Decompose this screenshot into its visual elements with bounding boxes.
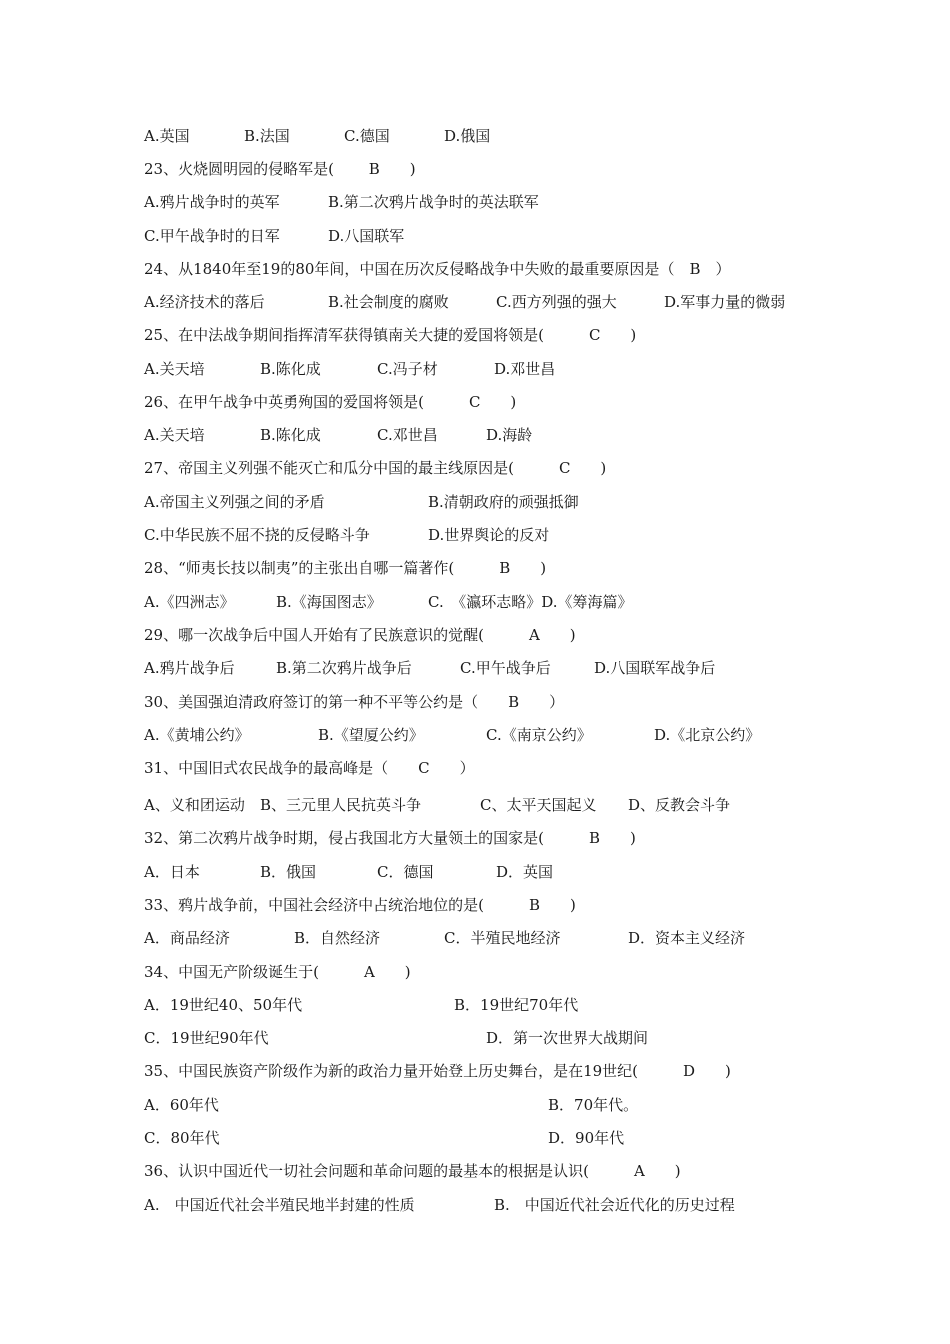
q25-options <box>144 353 556 386</box>
q29-question: 29、哪一次战争后中国人开始有了民族意识的觉醒( A ) <box>144 626 576 644</box>
q22-option-d: D.俄国 <box>444 127 491 145</box>
q30-option-c: C.《南京公约》 <box>486 726 592 744</box>
q26-option-b: B.陈化成 <box>260 426 321 444</box>
q35-option-a: A．60年代 <box>144 1096 219 1114</box>
q26-option-c: C.邓世昌 <box>377 426 438 444</box>
q33-option-c: C．半殖民地经济 <box>444 929 561 947</box>
q23-option-a: A.鸦片战争时的英军 <box>144 193 280 211</box>
q27-option-d: D.世界舆论的反对 <box>428 526 550 544</box>
q32-option-b: B．俄国 <box>260 863 317 881</box>
q27-options-2 <box>144 519 550 552</box>
q32-option-a: A．日本 <box>144 863 200 881</box>
q34-question: 34、中国无产阶级诞生于( A ) <box>144 963 411 981</box>
q24-option-c: C.西方列强的强大 <box>496 293 617 311</box>
q25-option-c: C.冯子材 <box>377 360 438 378</box>
q36-option-a: A. 中国近代社会半殖民地半封建的性质 <box>144 1196 415 1214</box>
q27-option-a: A.帝国主义列强之间的矛盾 <box>144 493 325 511</box>
q36-options <box>144 1189 735 1222</box>
q23-option-d: D.八国联军 <box>328 227 405 245</box>
q22-option-c: C.德国 <box>344 127 390 145</box>
q25-option-b: B.陈化成 <box>260 360 321 378</box>
q35-option-b: B．70年代。 <box>548 1096 639 1114</box>
q32-option-c: C．德国 <box>377 863 434 881</box>
q27-option-c: C.中华民族不屈不挠的反侵略斗争 <box>144 526 370 544</box>
q36-question: 36、认识中国近代一切社会问题和革命问题的最基本的根据是认识( A ) <box>144 1162 681 1180</box>
q29-option-a: A.鸦片战争后 <box>144 659 235 677</box>
q26-option-a: A.关天培 <box>144 426 205 444</box>
q27-options <box>144 486 579 519</box>
q31-options <box>144 789 731 822</box>
q30-option-d: D.《北京公约》 <box>654 726 761 744</box>
q33-option-b: B．自然经济 <box>294 929 381 947</box>
q30-option-b: B.《望厦公约》 <box>318 726 424 744</box>
q32-options <box>144 856 554 889</box>
q23-options-2 <box>144 220 405 253</box>
q33-option-a: A．商品经济 <box>144 929 230 947</box>
q29-option-b: B.第二次鸦片战争后 <box>276 659 412 677</box>
q24-option-a: A.经济技术的落后 <box>144 293 265 311</box>
q25-option-a: A.关天培 <box>144 360 205 378</box>
q35-option-c: C．80年代 <box>144 1129 220 1147</box>
q22-options <box>144 120 491 153</box>
q30-options <box>144 719 761 752</box>
q35-option-d: D．90年代 <box>548 1129 625 1147</box>
q24-option-d: D.军事力量的微弱 <box>664 293 786 311</box>
q32-option-d: D．英国 <box>496 863 554 881</box>
q33-option-d: D．资本主义经济 <box>628 929 746 947</box>
q31-option-b: B、三元里人民抗英斗争 <box>260 796 422 814</box>
q28-question: 28、“师夷长技以制夷”的主张出自哪一篇著作( B ) <box>144 559 547 577</box>
q24-option-b: B.社会制度的腐败 <box>328 293 449 311</box>
q25-option-d: D.邓世昌 <box>494 360 556 378</box>
q28-options <box>144 586 633 619</box>
q29-option-c: C.甲午战争后 <box>460 659 551 677</box>
q31-option-c: C、太平天国起义 <box>480 796 597 814</box>
q33-question: 33、鸦片战争前，中国社会经济中占统治地位的是( B ) <box>144 896 576 914</box>
q27-option-b: B.清朝政府的顽强抵御 <box>428 493 579 511</box>
q34-option-d: D．第一次世界大战期间 <box>486 1029 649 1047</box>
q34-options <box>144 989 579 1022</box>
q30-question: 30、美国强迫清政府签订的第一种不平等公约是（ B ） <box>144 693 565 711</box>
q23-option-c: C.甲午战争时的日军 <box>144 227 280 245</box>
q29-options <box>144 652 716 685</box>
q34-option-a: A．19世纪40、50年代 <box>144 996 303 1014</box>
q22-option-a: A.英国 <box>144 127 190 145</box>
q22-option-b: B.法国 <box>244 127 290 145</box>
q33-options <box>144 922 746 955</box>
q24-question: 24、从1840年至19的80年间，中国在历次反侵略战争中失败的最重要原因是（ B ） <box>144 260 731 278</box>
q26-question: 26、在甲午战争中英勇殉国的爱国将领是( C ) <box>144 393 517 411</box>
q23-option-b: B.第二次鸦片战争时的英法联军 <box>328 193 539 211</box>
q36-option-b: B. 中国近代社会近代化的历史过程 <box>494 1196 735 1214</box>
q29-option-d: D.八国联军战争后 <box>594 659 716 677</box>
q31-option-d: D、反教会斗争 <box>628 796 731 814</box>
q24-options <box>144 286 786 319</box>
q25-question: 25、在中法战争期间指挥清军获得镇南关大捷的爱国将领是( C ) <box>144 326 637 344</box>
q28-option-c-d: C. 《瀛环志略》D.《筹海篇》 <box>428 593 633 611</box>
q31-question: 31、中国旧式农民战争的最高峰是（ C ） <box>144 759 475 777</box>
q34-option-b: B．19世纪70年代 <box>454 996 579 1014</box>
q35-options-2 <box>144 1122 625 1155</box>
q23-options <box>144 186 539 219</box>
q32-question: 32、第二次鸦片战争时期，侵占我国北方大量领土的国家是( B ) <box>144 829 636 847</box>
q28-option-a: A.《四洲志》 <box>144 593 235 611</box>
q27-question: 27、帝国主义列强不能灭亡和瓜分中国的最主线原因是( C ) <box>144 459 607 477</box>
q35-options <box>144 1089 639 1122</box>
q30-option-a: A.《黄埔公约》 <box>144 726 250 744</box>
q23-question: 23、火烧圆明园的侵略军是( B ) <box>144 160 416 178</box>
q34-options-2 <box>144 1022 649 1055</box>
q28-option-b: B.《海国图志》 <box>276 593 382 611</box>
q34-option-c: C．19世纪90年代 <box>144 1029 269 1047</box>
q26-option-d: D.海龄 <box>486 426 533 444</box>
q31-option-a: A、义和团运动 <box>144 796 245 814</box>
q35-question: 35、中国民族资产阶级作为新的政治力量开始登上历史舞台，是在19世纪( D ) <box>144 1062 731 1080</box>
q26-options <box>144 419 533 452</box>
